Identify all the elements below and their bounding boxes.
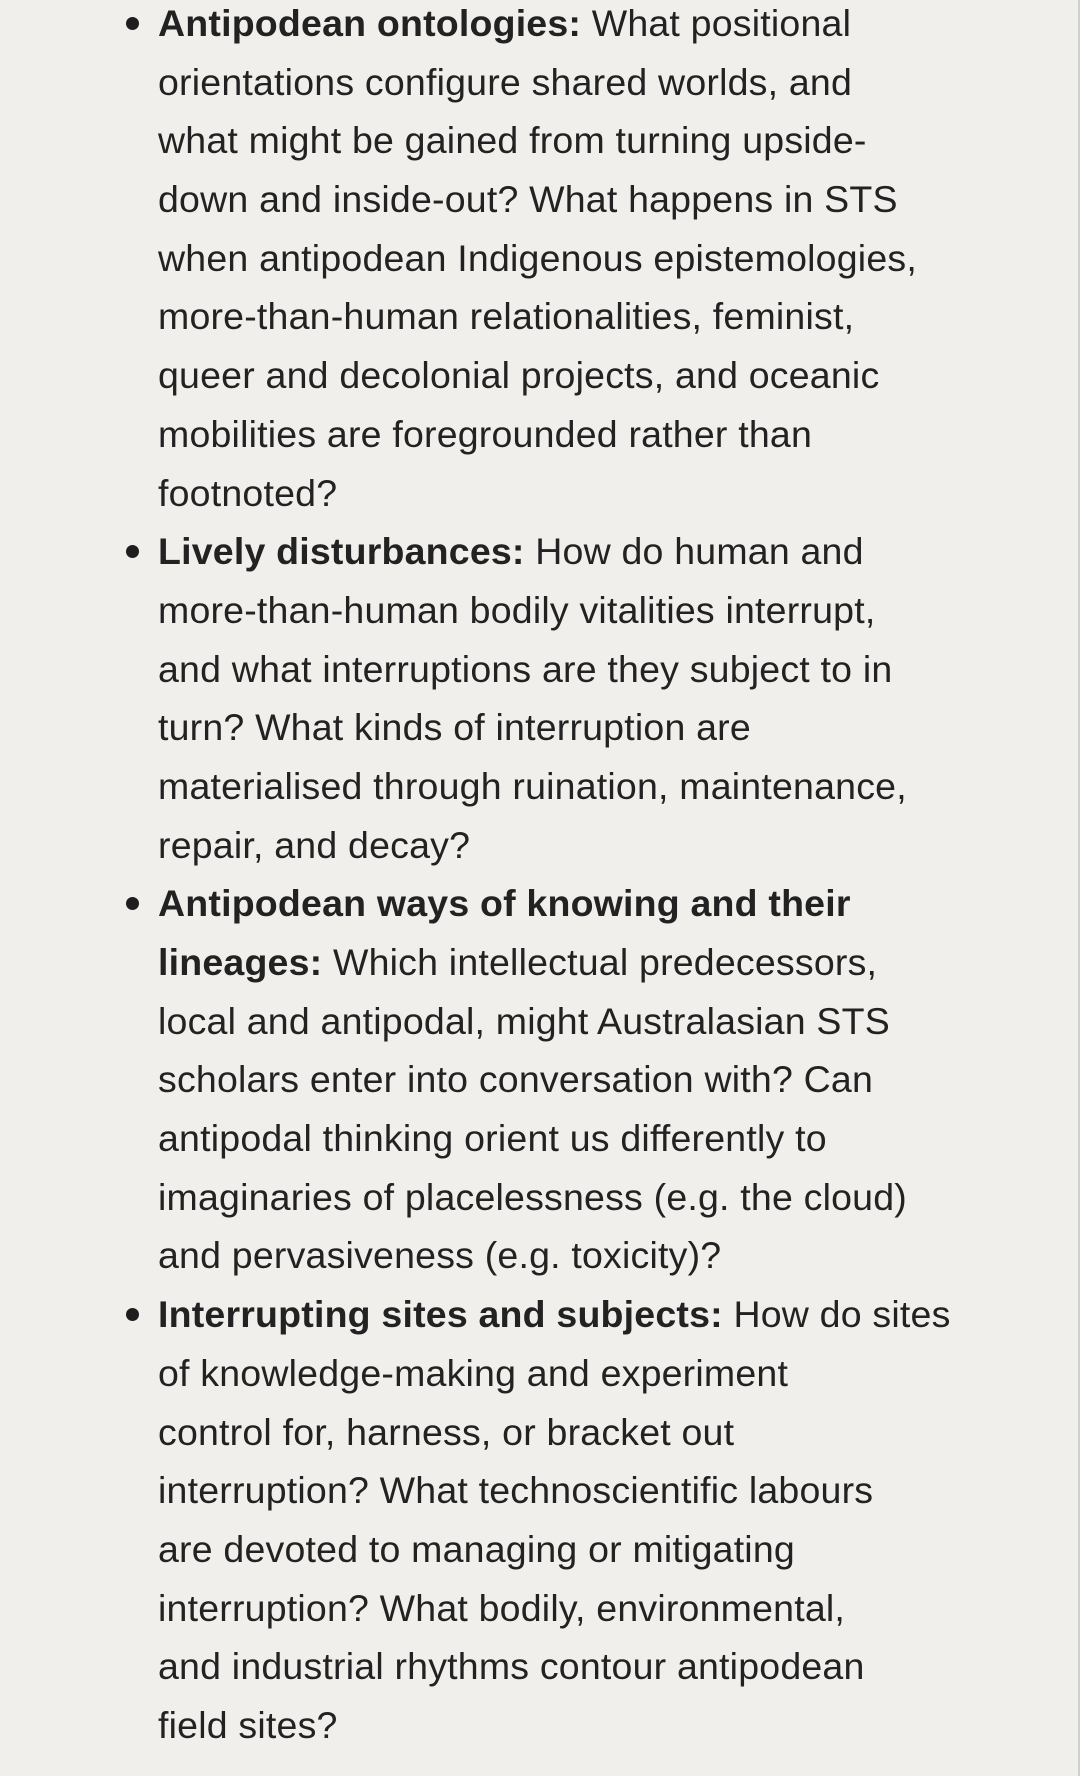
text-line: interruption? What bodily, environmental,: [158, 1586, 846, 1629]
text-line: scholars enter into conversation with? Can: [158, 1058, 874, 1101]
text-line: interruption? What technoscientific labours: [158, 1469, 874, 1512]
text-line: [158, 522, 1028, 581]
topic-text: How do sites: [722, 1293, 951, 1336]
text-line: queer and decolonial projects, and oceanic: [158, 354, 880, 397]
text-line: orientations configure shared worlds, and: [158, 60, 853, 103]
text-line: more-than-human relationalities, feminist,: [158, 295, 855, 338]
topic-term: lineages:: [158, 941, 323, 983]
topic-term: Antipodean ontologies:: [158, 2, 582, 44]
text-line: when antipodean Indigenous epistemologies,: [158, 236, 917, 279]
topic-list: [158, 0, 1028, 1755]
text-line: antipodal thinking orient us differently to: [158, 1117, 827, 1160]
text-line: field sites?: [158, 1703, 338, 1746]
list-item-interrupting-sites: [158, 1285, 1028, 1755]
text-line: repair, and decay?: [158, 823, 471, 866]
text-line: what might be gained from turning upside-: [158, 119, 867, 162]
text-line: turn? What kinds of interruption are: [158, 706, 751, 749]
text-line: control for, harness, or bracket out: [158, 1410, 735, 1453]
topic-term: Lively disturbances:: [158, 530, 525, 573]
text-line: and pervasiveness (e.g. toxicity)?: [158, 1234, 722, 1277]
text-line: and industrial rhythms contour antipodean: [158, 1645, 865, 1688]
list-item-antipodean-ways-of-knowing: [158, 874, 1028, 1285]
bullet-icon: [126, 1308, 139, 1321]
text-line: [158, 1285, 1028, 1344]
topic-term: Interrupting sites and subjects:: [158, 1293, 723, 1336]
bullet-icon: [126, 897, 139, 910]
text-line: [158, 933, 1028, 992]
text-line: down and inside-out? What happens in STS: [158, 178, 898, 221]
document-body: [158, 0, 1028, 1755]
text-line: imaginaries of placelessness (e.g. the cloud): [158, 1175, 907, 1218]
topic-text: What positional: [581, 2, 852, 44]
topic-text: Which intellectual predecessors,: [322, 941, 878, 983]
text-line: mobilities are foregrounded rather than: [158, 412, 813, 455]
list-item-lively-disturbances: [158, 522, 1028, 874]
bullet-icon: [126, 545, 139, 558]
text-line: footnoted?: [158, 471, 338, 514]
topic-term: Antipodean ways of knowing and their: [158, 882, 851, 925]
text-line: local and antipodal, might Australasian STS: [158, 999, 890, 1042]
topic-text: How do human and: [524, 530, 864, 573]
list-item-antipodean-ontologies: [158, 0, 1028, 522]
text-line: more-than-human bodily vitalities interrupt,: [158, 588, 876, 631]
text-line: [158, 0, 1028, 53]
text-line: and what interruptions are they subject to in: [158, 647, 893, 690]
bullet-icon: [126, 17, 139, 30]
text-line: of knowledge-making and experiment: [158, 1351, 789, 1394]
text-line: materialised through ruination, maintenance,: [158, 764, 907, 807]
text-line: are devoted to managing or mitigating: [158, 1527, 795, 1570]
